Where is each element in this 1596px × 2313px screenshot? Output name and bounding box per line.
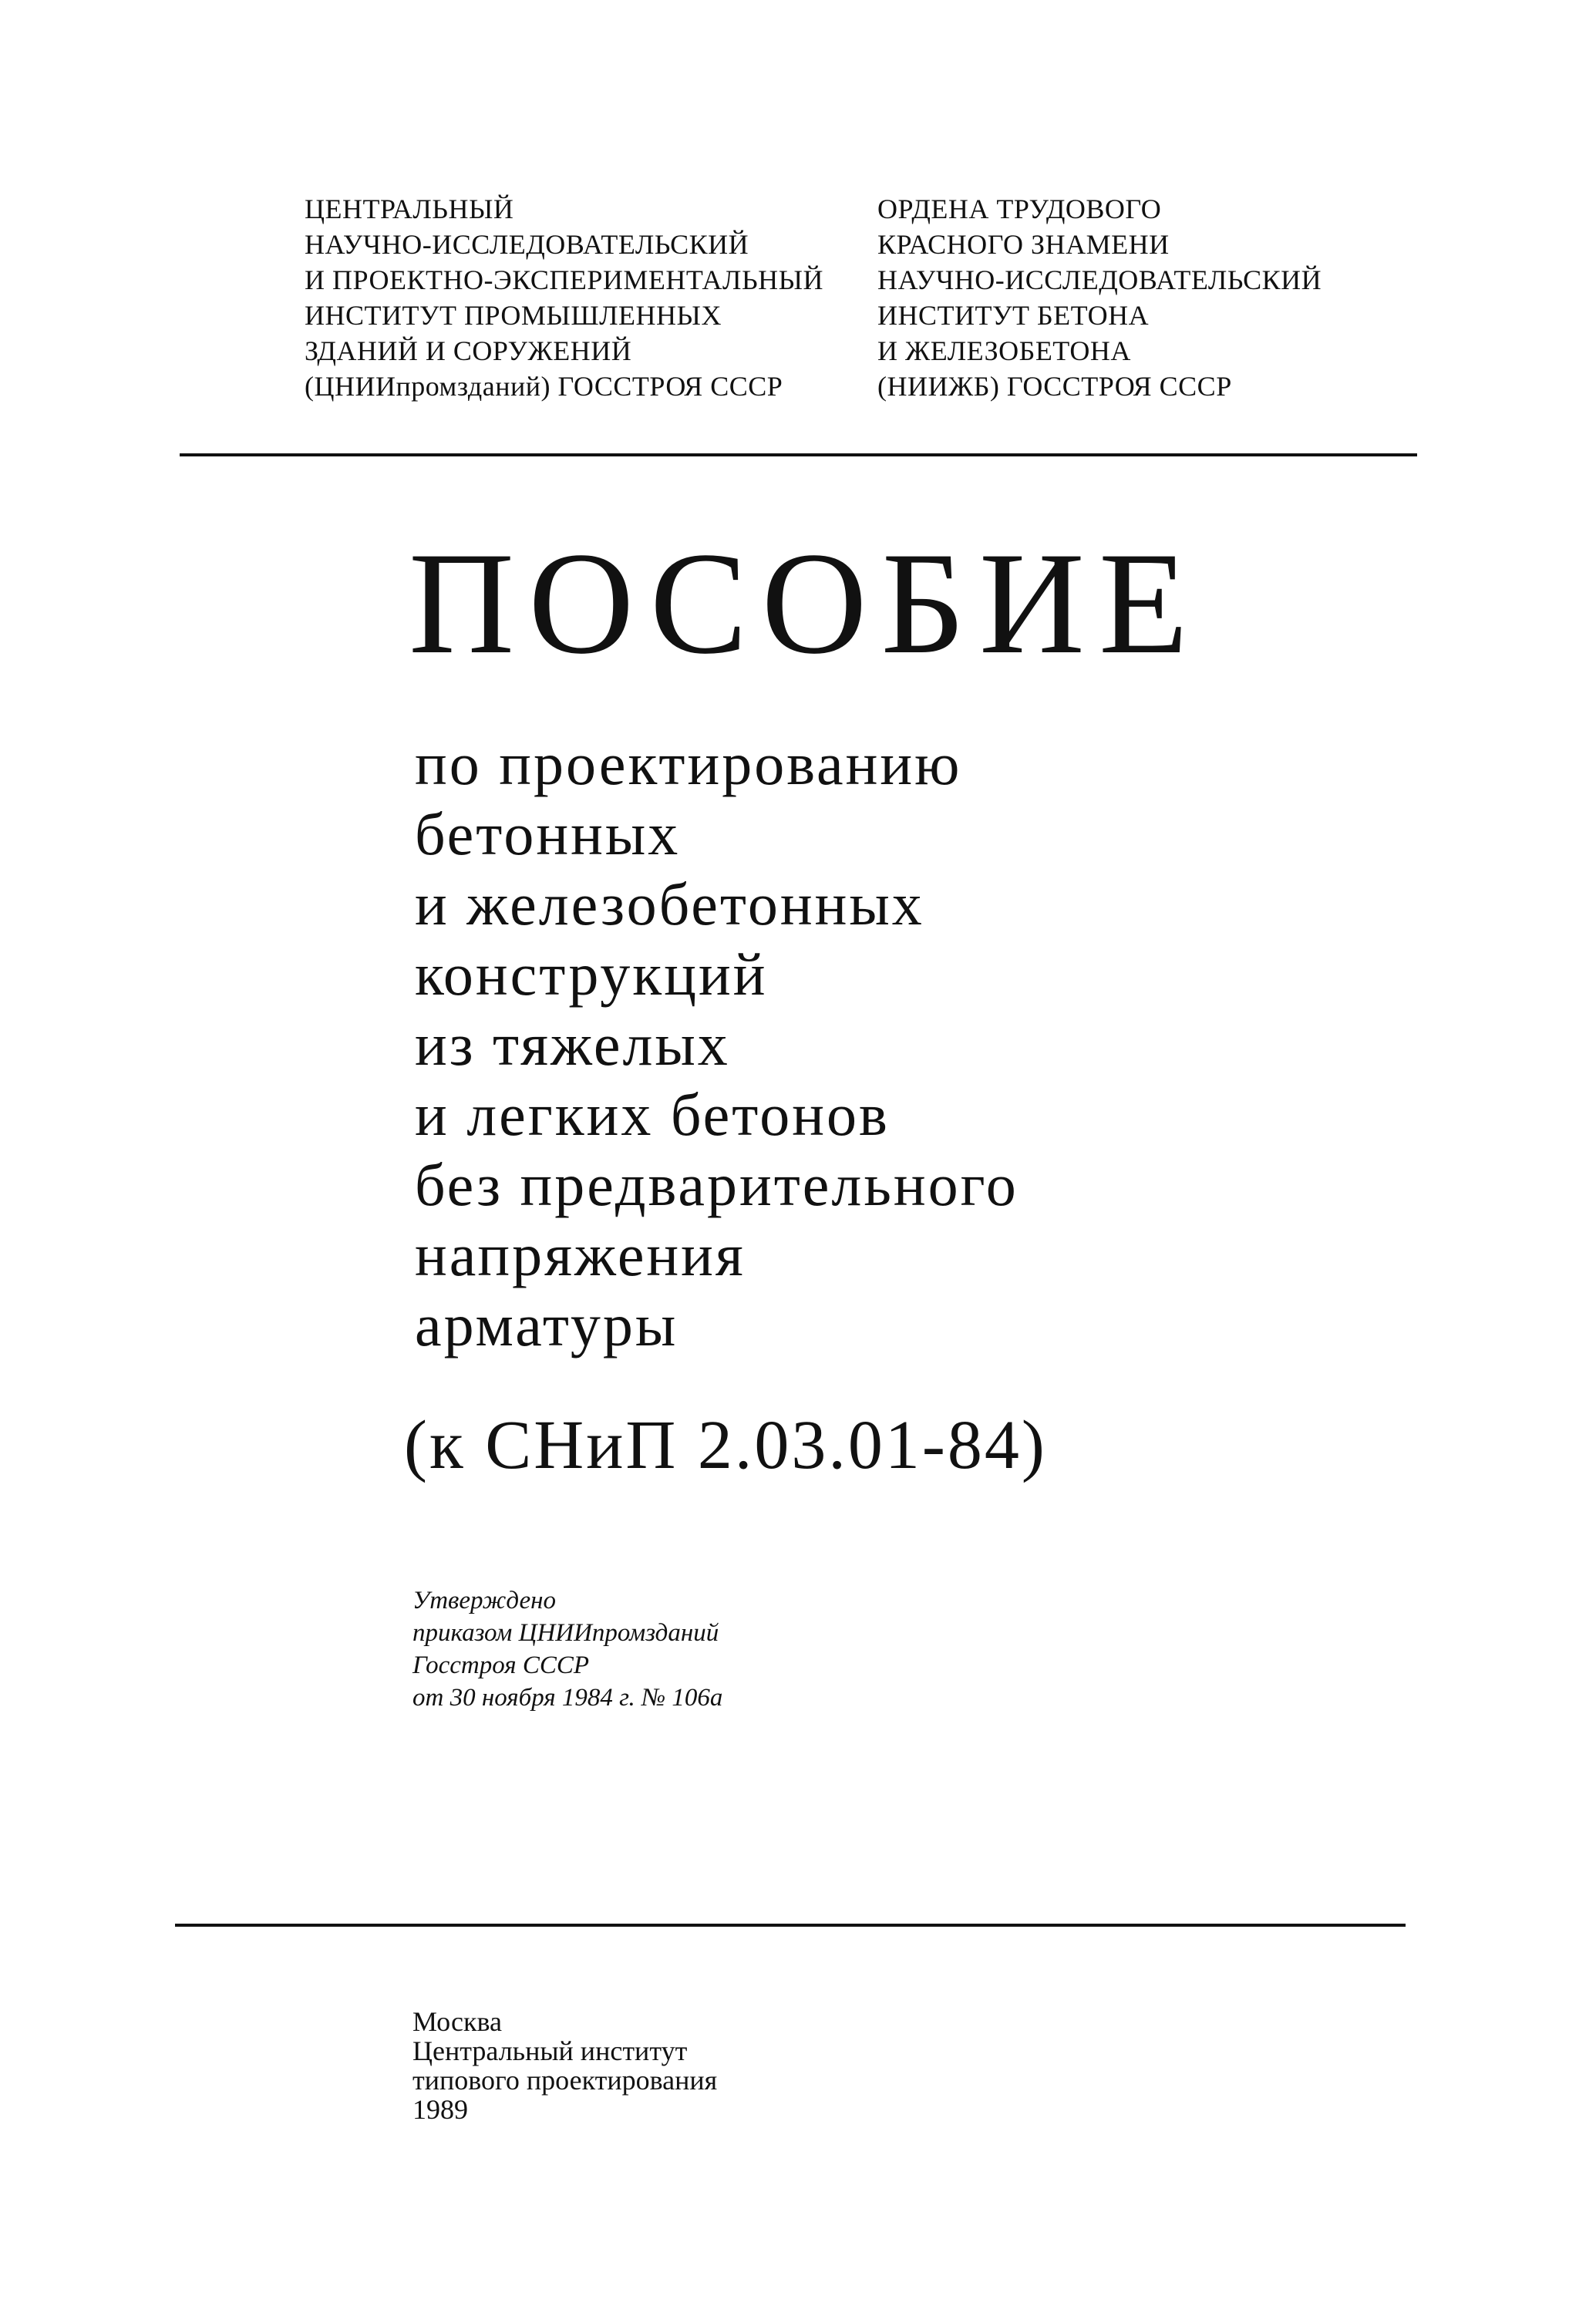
approval-line: Госстроя СССР: [412, 1651, 590, 1679]
bottom-divider: [175, 1924, 1406, 1927]
approval-note: [412, 1584, 722, 1714]
left-org-line: НАУЧНО-ИССЛЕДОВАТЕЛЬСКИЙ: [305, 229, 749, 260]
subtitle-line: арматуры: [415, 1291, 678, 1359]
right-org-line: (НИИЖБ) ГОССТРОЯ СССР: [877, 371, 1232, 402]
left-org-line: ИНСТИТУТ ПРОМЫШЛЕННЫХ: [305, 300, 722, 331]
right-org-line: КРАСНОГО ЗНАМЕНИ: [877, 229, 1170, 260]
right-org-line: ОРДЕНА ТРУДОВОГО: [877, 194, 1162, 224]
left-org-line: И ПРОЕКТНО-ЭКСПЕРИМЕНТАЛЬНЫЙ: [305, 264, 824, 295]
subtitle-line: бетонных: [415, 800, 681, 867]
right-org-line: И ЖЕЛЕЗОБЕТОНА: [877, 335, 1131, 366]
subtitle-line: и легких бетонов: [415, 1081, 890, 1148]
approval-line: приказом ЦНИИпромзданий: [412, 1619, 719, 1647]
publisher-block: [412, 2007, 717, 2124]
subtitle-line: и железобетонных: [415, 870, 924, 938]
publisher-line: Центральный институт: [412, 2035, 688, 2066]
publisher-line: типового проектирования: [412, 2065, 718, 2096]
standard-reference: (к СНиП 2.03.01-84): [404, 1407, 1047, 1483]
publisher-line: Москва: [412, 2006, 502, 2037]
right-organization-block: [877, 191, 1322, 404]
left-org-line: ЗДАНИЙ И СОРУЖЕНИЙ: [305, 335, 632, 366]
approval-line: от 30 ноября 1984 г. № 106а: [412, 1684, 723, 1712]
subtitle-line: напряжения: [415, 1221, 746, 1288]
right-org-line: НАУЧНО-ИССЛЕДОВАТЕЛЬСКИЙ: [877, 264, 1322, 295]
document-title: ПОСОБИЕ: [409, 523, 1203, 685]
subtitle-line: без предварительного: [415, 1151, 1019, 1218]
left-organization-block: [305, 191, 823, 404]
document-subtitle: [415, 729, 1019, 1360]
left-org-line: ЦЕНТРАЛЬНЫЙ: [305, 194, 514, 224]
subtitle-line: конструкций: [415, 941, 768, 1008]
top-divider: [180, 453, 1417, 456]
right-org-line: ИНСТИТУТ БЕТОНА: [877, 300, 1150, 331]
publisher-line: 1989: [412, 2094, 468, 2125]
left-org-line: (ЦНИИпромзданий) ГОССТРОЯ СССР: [305, 371, 783, 402]
subtitle-line: по проектированию: [415, 730, 962, 797]
approval-line: Утверждено: [412, 1587, 556, 1614]
subtitle-line: из тяжелых: [415, 1011, 730, 1078]
